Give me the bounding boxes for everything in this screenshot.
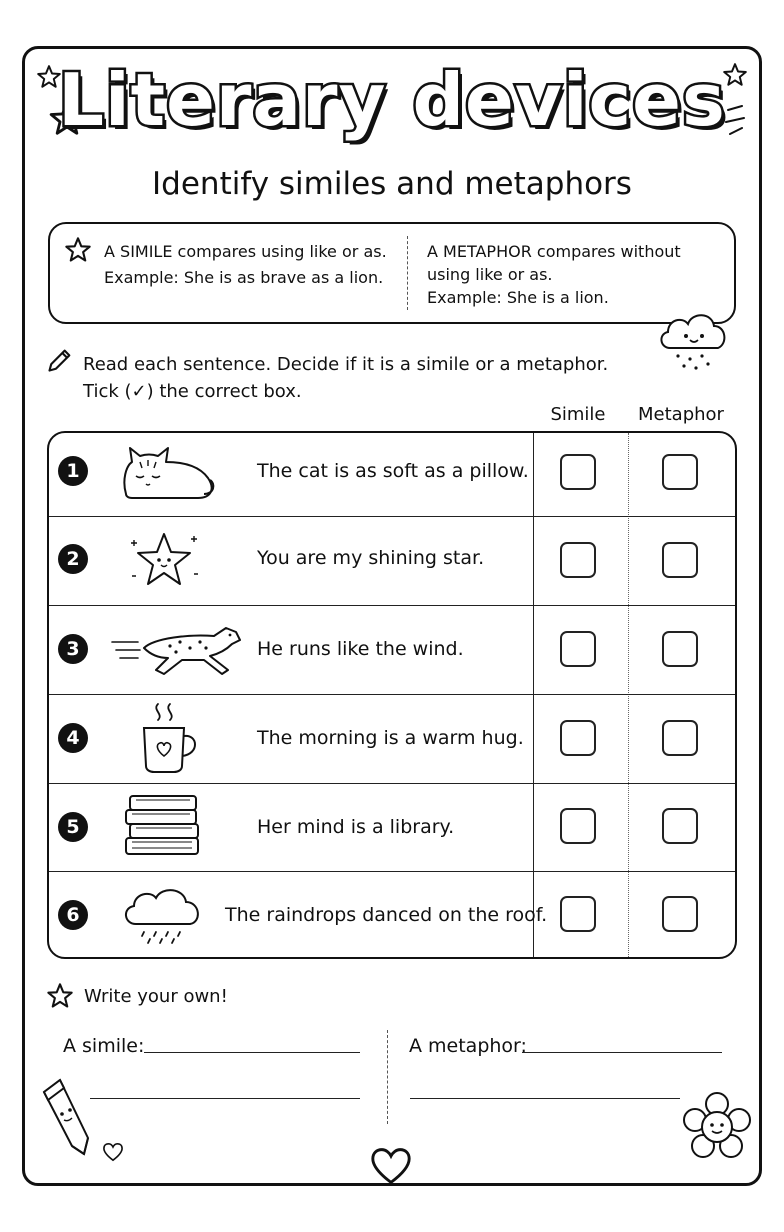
metaphor-checkbox[interactable]	[662, 454, 698, 490]
sentences-table	[47, 431, 737, 959]
simile-checkbox[interactable]	[560, 631, 596, 667]
star-icon	[124, 528, 204, 592]
sentence-text: He runs like the wind.	[257, 638, 464, 660]
star-icon	[46, 982, 74, 1010]
flower-icon	[682, 1092, 752, 1162]
definitions-divider	[407, 236, 408, 310]
metaphor-definition: A METAPHOR compares without using like or as. Example: She is a lion.	[427, 242, 681, 307]
simile-label: A simile:	[63, 1035, 145, 1057]
row-number: 6	[58, 900, 88, 930]
write-own-divider	[387, 1030, 388, 1124]
metaphor-checkbox[interactable]	[662, 542, 698, 578]
heart-icon	[102, 1142, 124, 1162]
instructions: Read each sentence. Decide if it is a simile or a metaphor. Tick (✓) the correct box.	[83, 354, 609, 402]
metaphor-checkbox[interactable]	[662, 808, 698, 844]
column-divider	[628, 433, 629, 957]
simile-answer-line-2[interactable]	[90, 1098, 360, 1099]
row-number: 2	[58, 544, 88, 574]
metaphor-answer-line-2[interactable]	[410, 1098, 680, 1099]
simile-definition: A SIMILE compares using like or as. Example: She is as brave as a lion.	[104, 242, 387, 287]
sentence-text: The raindrops danced on the roof.	[225, 904, 548, 926]
pencil-icon	[46, 346, 74, 374]
simile-answer-line[interactable]	[144, 1052, 360, 1053]
row-divider	[49, 605, 735, 606]
column-divider	[533, 433, 534, 957]
simile-checkbox[interactable]	[560, 720, 596, 756]
metaphor-checkbox[interactable]	[662, 896, 698, 932]
sentence-text: Her mind is a library.	[257, 816, 455, 838]
row-divider	[49, 871, 735, 872]
row-divider	[49, 516, 735, 517]
simile-checkbox[interactable]	[560, 896, 596, 932]
sentence-text: The morning is a warm hug.	[257, 727, 524, 749]
metaphor-checkbox[interactable]	[662, 631, 698, 667]
page-title: Literary devices	[58, 58, 726, 142]
cheetah-icon	[110, 620, 246, 680]
sentence-text: You are my shining star.	[257, 547, 485, 569]
smiling-cloud-icon	[656, 304, 732, 378]
simile-checkbox[interactable]	[560, 542, 596, 578]
star-icon	[64, 236, 92, 264]
row-divider	[49, 783, 735, 784]
heart-icon	[368, 1146, 414, 1186]
write-own-heading: Write your own!	[84, 986, 228, 1007]
rain-cloud-icon	[120, 884, 204, 946]
row-number: 5	[58, 812, 88, 842]
row-number: 1	[58, 456, 88, 486]
row-number: 3	[58, 634, 88, 664]
column-header-metaphor: Metaphor	[638, 404, 724, 425]
pencil-character-icon	[38, 1076, 94, 1160]
cat-icon	[118, 444, 218, 502]
mug-icon	[136, 700, 202, 774]
books-icon	[122, 792, 206, 860]
simile-checkbox[interactable]	[560, 808, 596, 844]
metaphor-label: A metaphor:	[409, 1035, 527, 1057]
metaphor-checkbox[interactable]	[662, 720, 698, 756]
page-subtitle: Identify similes and metaphors	[152, 166, 632, 202]
metaphor-answer-line[interactable]	[522, 1052, 722, 1053]
column-header-simile: Simile	[550, 404, 606, 425]
row-number: 4	[58, 723, 88, 753]
sentence-text: The cat is as soft as a pillow.	[257, 460, 529, 482]
row-divider	[49, 694, 735, 695]
simile-checkbox[interactable]	[560, 454, 596, 490]
